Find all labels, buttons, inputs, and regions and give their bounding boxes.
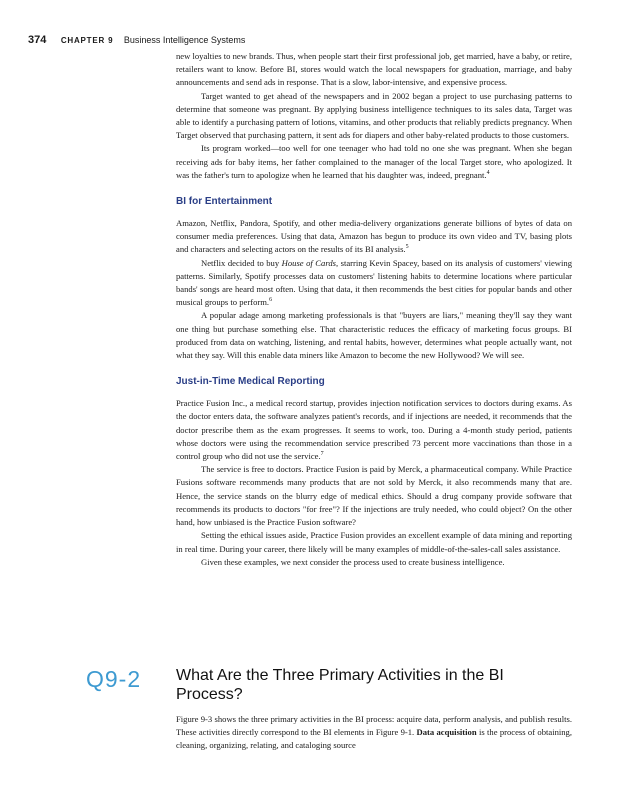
question-body <box>176 713 572 753</box>
medical-paragraph-3: Setting the ethical issues aside, Practice Fusion provides an excellent example of data mining and reporting in real time. During your career, there likely will be many examples of middle-of-the-sales-call sales assistance. <box>176 530 572 554</box>
intro-paragraph-1: new loyalties to new brands. Thus, when people start their first professional job, get married, have a baby, or retire, retailers want to know. Before BI, stores would watch the local newspapers for graduation, marriage, and baby announcements and send ads in response. That is a slow, labor-intensive, and expensive process. <box>176 51 572 88</box>
intro-paragraph-3 <box>176 142 572 182</box>
intro-paragraph-2: Target wanted to get ahead of the newspapers and in 2002 began a project to use purchasing patterns to determine that someone was pregnant. By applying business intelligence techniques to its sales data, Target was able to identify a purchasing pattern of lotions, vitamins, and other products that reliably predicts pregnancy. When Target observed that purchasing pattern, it sent ads for diapers and other baby-related products to those customers. <box>176 90 572 141</box>
question-label: Q9-2 <box>86 666 142 692</box>
entertainment-paragraph-2-start: Netflix decided to buy <box>201 257 282 268</box>
chapter-title: Business Intelligence Systems <box>123 35 246 45</box>
running-header <box>28 30 245 48</box>
entertainment-paragraph-1-text: Amazon, Netflix, Pandora, Spotify, and other media-delivery organizations generate billions of bytes of data on consumer media preferences. Using that data, Amazon has begun to produce its own video and TV, basing plots and characters and selecting actors on the results of its BI analysis. <box>176 218 572 255</box>
question-paragraph-start: Figure 9-3 shows the three primary activities in the BI process: acquire data, perform analysis, and publish results. These activities directly correspond to the BI elements in Figure 9-1. <box>176 714 572 738</box>
medical-paragraph-4: Given these examples, we next consider the process used to create business intelligence. <box>201 556 505 567</box>
section-heading-entertainment: BI for Entertainment <box>176 196 273 208</box>
show-title: House of Cards <box>281 257 336 268</box>
intro-paragraph-3-text: Its program worked—too well for one teenager who had told no one she was pregnant. When she began receiving ads for baby items, her father complained to the manager of the local Target store, who apologized. It was the father's turn to apologize when he learned that his daughter was, indeed, pregnant. <box>176 143 572 180</box>
footnote-ref-7: 7 <box>320 451 324 458</box>
question-paragraph-rest: is the process of obtaining, cleaning, organizing, relating, and cataloging source <box>176 727 573 751</box>
section-heading-medical: Just-in-Time Medical Reporting <box>176 376 325 388</box>
medical-paragraph-1-text: Practice Fusion Inc., a medical record startup, provides injection notification services to doctors during exams. As the doctor enters data, the software analyzes patient's records, and if injections are needed, it recommends that the doctor prescribe them as the exam progresses. It seems to work, too. During a 4-month study period, patients whose doctors were using the recommendation service prescribed 73 percent more vaccinations than those in a control group who did not use the service. <box>176 398 572 462</box>
medical-paragraph-1 <box>176 397 572 463</box>
question-title: What Are the Three Primary Activities in the BI Process? <box>176 667 504 703</box>
medical-paragraph-2: The service is free to doctors. Practice Fusion is paid by Merck, a pharmaceutical company. While Practice Fusions software recommends many products that are not sold by Merck, it also recommends many that are. Hence, the service stands on the blurry edge of medical ethics. Should a drug company provide software that recommends its products to doctors "for free"? If the injections are truly needed, who could object? On the other hand, how unbiased is the Practice Fusion software? <box>176 464 572 528</box>
chapter-label: CHAPTER 9 <box>60 36 114 45</box>
entertainment-paragraph-3: A popular adage among marketing professionals is that "buyers are liars," meaning they'll say they want one thing but purchase something else. That characteristic reduces the efficacy of marketing focus groups. BI produced from data on watching, listening, and rental habits, however, determines what people actually want, not what they say. Will this enable data miners like Amazon to become the new Hollywood? We will see. <box>176 310 572 361</box>
entertainment-paragraph-2 <box>176 257 572 310</box>
footnote-ref-6: 6 <box>269 297 273 304</box>
key-term: Data acquisition <box>416 727 477 738</box>
footnote-ref-4: 4 <box>486 169 490 176</box>
footnote-ref-5: 5 <box>405 244 409 251</box>
entertainment-paragraph-2-rest: , starring Kevin Spacey, based on its analysis of customers' viewing patterns. Similarly, Spotify processes data on customers' listening habits to determine locations where particular bands' songs are heard most often. Using that data, it then recommends the best cities for popular bands and other musical groups to perform. <box>176 257 572 308</box>
page-number: 374 <box>28 34 47 46</box>
body-text <box>176 50 572 569</box>
entertainment-paragraph-1 <box>176 217 572 257</box>
question-paragraph <box>176 713 572 753</box>
